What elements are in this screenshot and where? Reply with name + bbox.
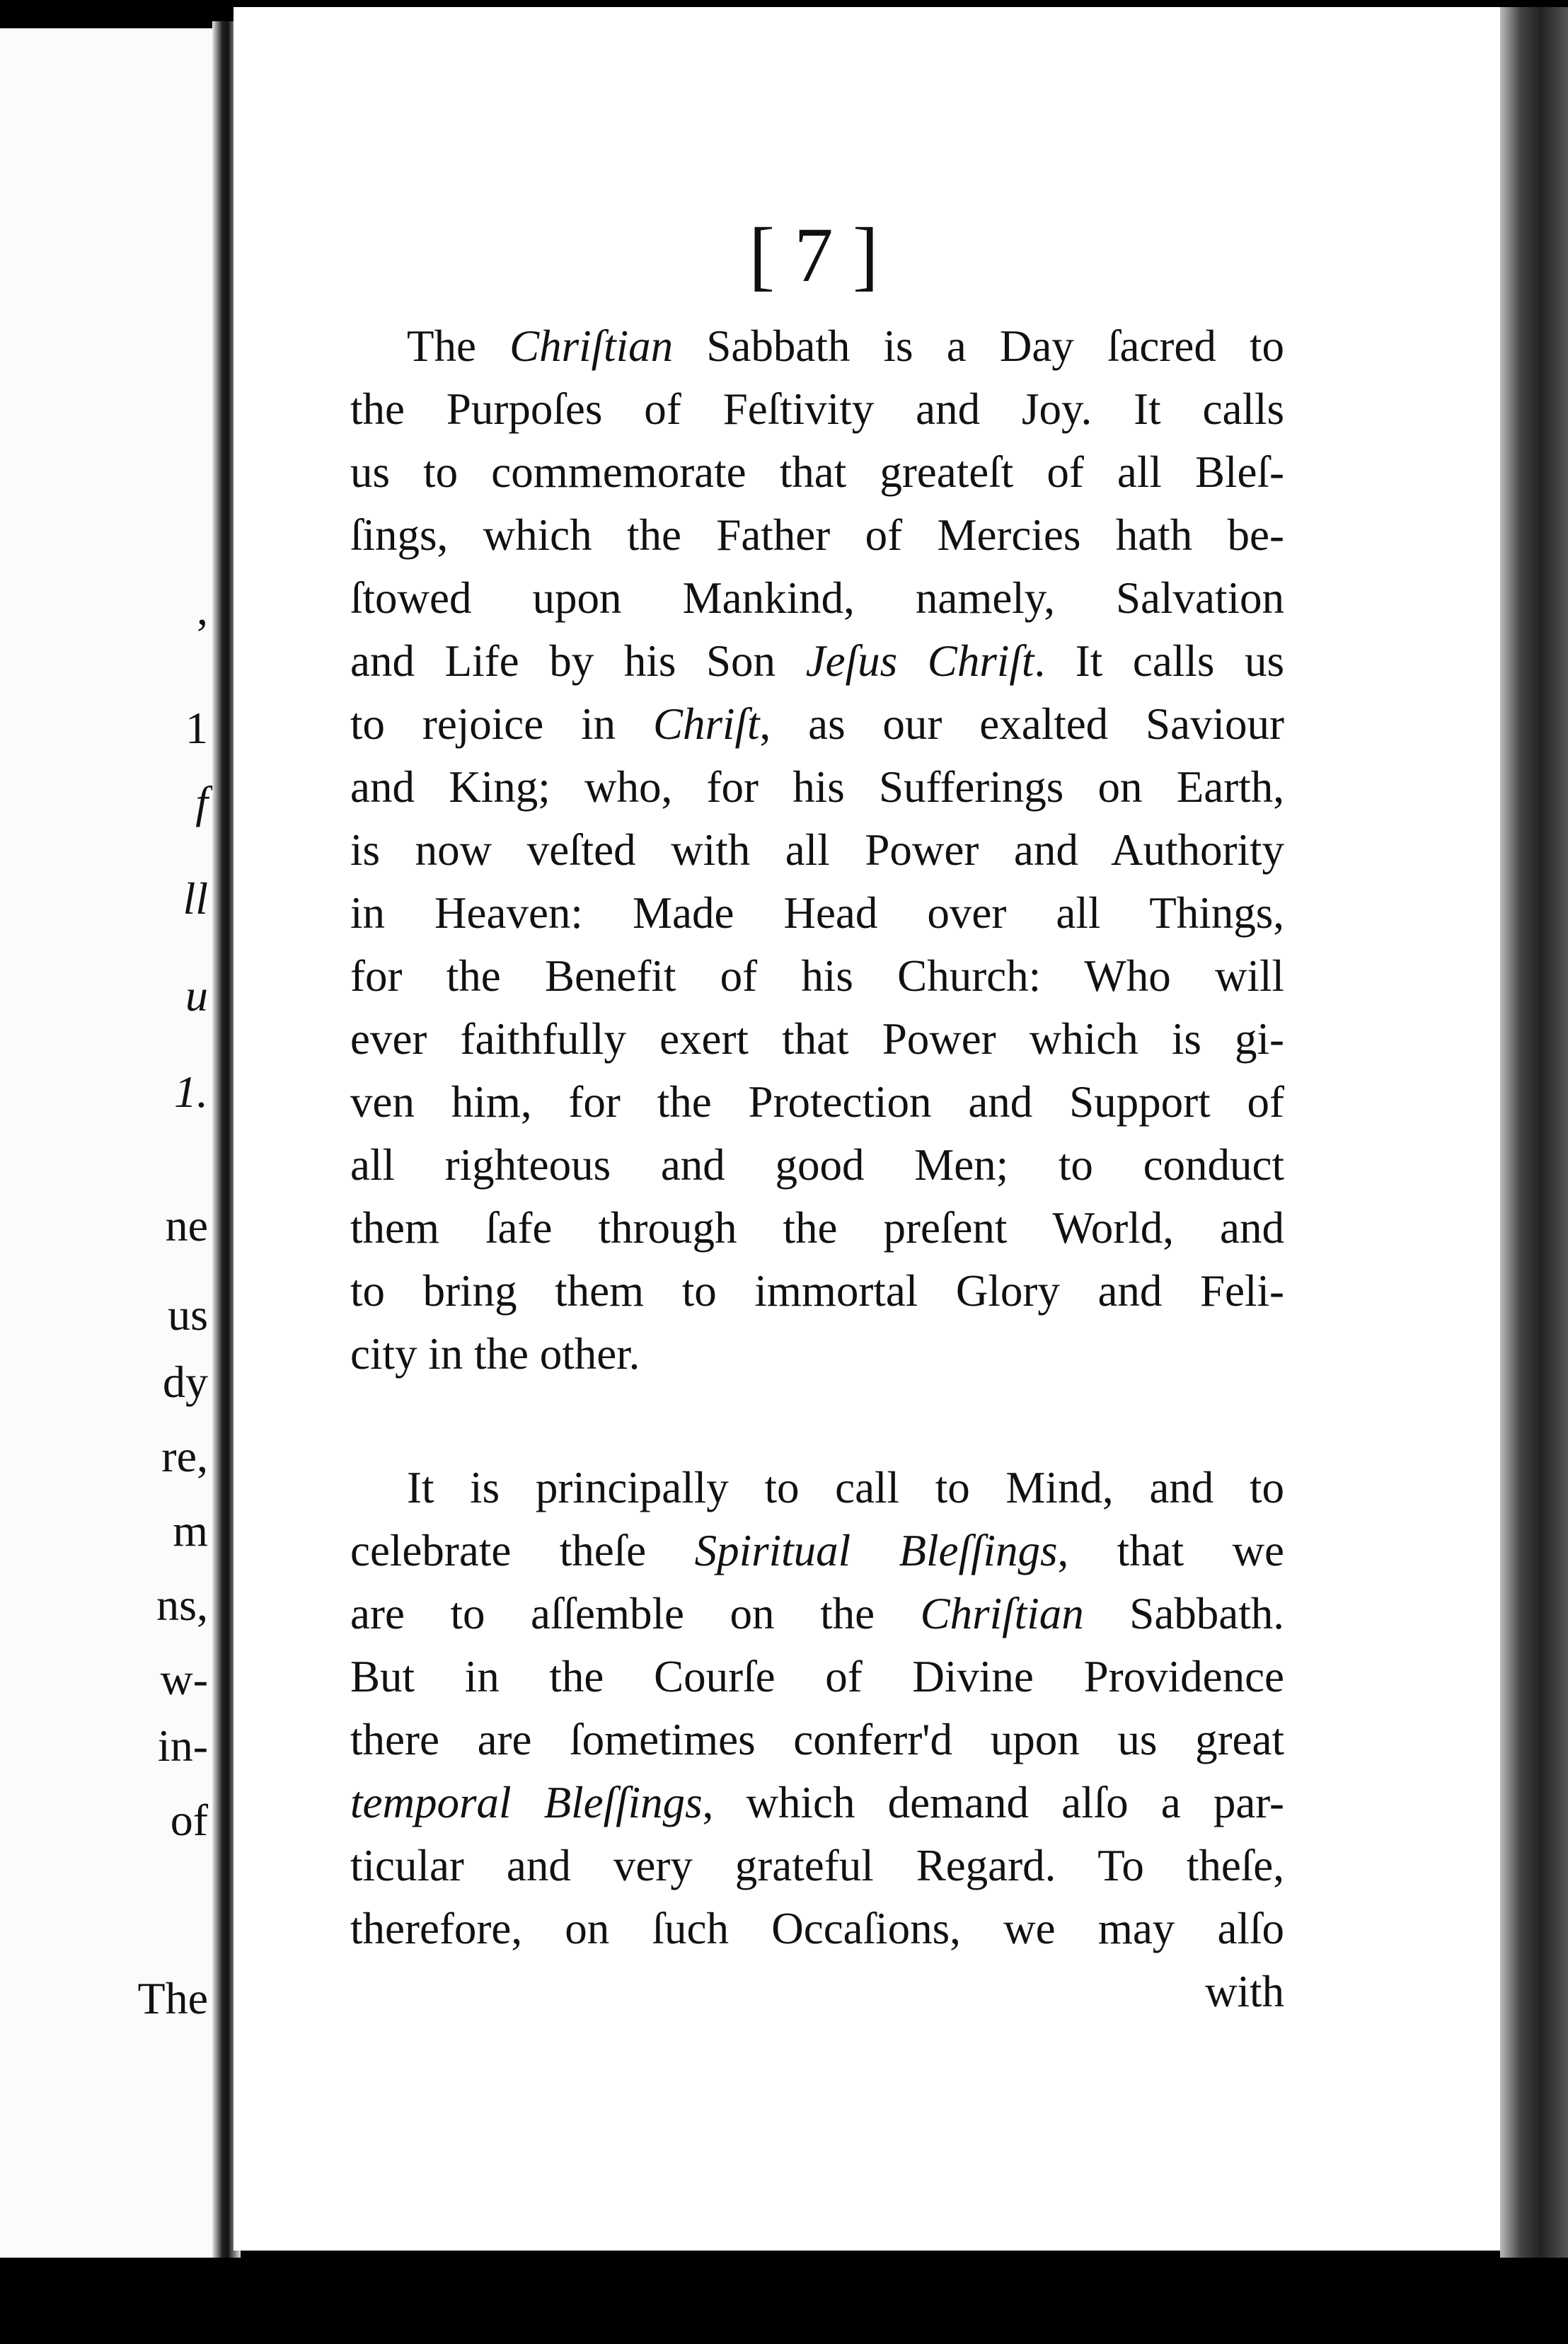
- facing-page-fragment: re,: [161, 1430, 208, 1481]
- text-line: [350, 819, 1284, 882]
- facing-page-fragment: of: [170, 1795, 208, 1845]
- text-segment: ſtowed upon Mankind, namely, Salvation: [350, 573, 1284, 623]
- text-line: [350, 1582, 1284, 1645]
- facing-page-fragment: 1.: [174, 1067, 208, 1117]
- facing-page-fragment: ll: [183, 873, 208, 924]
- text-line: [350, 567, 1284, 630]
- text-line: [350, 441, 1284, 504]
- text-segment: ticular and very grateful Regard. To theſe,: [350, 1841, 1284, 1890]
- page-edge: [1500, 7, 1568, 2307]
- text-line: [350, 1323, 1284, 1386]
- facing-page-fragment: ns,: [156, 1579, 208, 1630]
- text-segment: the Purpoſes of Feſtivity and Joy. It calls: [350, 384, 1284, 434]
- text-segment: therefore, on ſuch Occaſions, we may alſo: [350, 1904, 1284, 1953]
- text-line: [350, 1457, 1284, 1519]
- catchword: with: [1204, 1967, 1284, 2016]
- text-line: [350, 315, 1284, 378]
- text-segment: in Heaven: Made Head over all Things,: [350, 888, 1284, 938]
- text-line: [350, 1771, 1284, 1834]
- facing-page-fragment: ne: [165, 1200, 208, 1251]
- paragraph-gap: [350, 1386, 1284, 1457]
- text-segment: them ſafe through the preſent World, and: [350, 1203, 1284, 1253]
- text-segment: all righteous and good Men; to conduct: [350, 1140, 1284, 1190]
- text-segment: , which demand alſo a par-: [702, 1778, 1284, 1827]
- text-segment: Sabbath.: [1083, 1589, 1284, 1638]
- facing-page-fragment: ,: [197, 583, 208, 634]
- text-segment: is now veſted with all Power and Authority: [350, 825, 1284, 875]
- facing-page-fragment: m: [173, 1505, 208, 1556]
- text-line: [350, 1260, 1284, 1323]
- facing-page-fragment: u: [185, 970, 208, 1021]
- italic-segment: Spiritual Bleſſings: [694, 1526, 1058, 1575]
- text-segment: , that we: [1057, 1526, 1284, 1575]
- text-line: [350, 1519, 1284, 1582]
- facing-page-fragment: us: [168, 1289, 208, 1340]
- facing-page-fragment: dy: [163, 1356, 208, 1407]
- facing-page-fragment: in-: [157, 1720, 208, 1771]
- italic-segment: Chriſtian: [509, 321, 674, 371]
- text-line: [350, 756, 1284, 819]
- text-line: [350, 1897, 1284, 1960]
- text-segment: to rejoice in: [350, 699, 653, 749]
- text-segment: are to aſſemble on the: [350, 1589, 921, 1638]
- text-line: [350, 378, 1284, 441]
- text-segment: ven him, for the Protection and Support of: [350, 1077, 1284, 1127]
- text-segment: and Life by his Son: [350, 636, 806, 686]
- text-segment: It is principally to call to Mind, and to: [407, 1463, 1284, 1512]
- text-segment: , as our exalted Saviour: [759, 699, 1284, 749]
- text-line: [350, 1134, 1284, 1197]
- text-segment: and King; who, for his Sufferings on Earth,: [350, 762, 1284, 812]
- text-line: [350, 945, 1284, 1008]
- page-body: [350, 315, 1284, 2023]
- text-segment: city in the other.: [350, 1329, 640, 1379]
- paragraph: [350, 1457, 1284, 1960]
- text-line: [350, 1008, 1284, 1071]
- text-line: [350, 1071, 1284, 1134]
- text-segment: . It calls us: [1034, 636, 1285, 686]
- text-segment: celebrate theſe: [350, 1526, 695, 1575]
- paragraph: [350, 315, 1284, 1386]
- page-number: [ 7 ]: [749, 212, 879, 298]
- text-segment: us to commemorate that greateſt of all Bleſ-: [350, 447, 1284, 497]
- italic-segment: Jeſus Chriſt: [805, 636, 1034, 686]
- text-line: [350, 1834, 1284, 1897]
- facing-page-fragment: w-: [160, 1653, 208, 1704]
- text-segment: to bring them to immortal Glory and Feli-: [350, 1266, 1284, 1316]
- text-segment: there are ſometimes conferr'd upon us great: [350, 1715, 1284, 1764]
- scan-border: [0, 2258, 1568, 2344]
- text-segment: ever faithfully exert that Power which is gi-: [350, 1014, 1284, 1064]
- text-line: [350, 1645, 1284, 1708]
- italic-segment: temporal Bleſſings: [350, 1778, 703, 1827]
- facing-page-fragment: f: [195, 776, 208, 827]
- text-line: [350, 693, 1284, 756]
- facing-page-fragment: 1: [185, 702, 208, 753]
- text-segment: for the Benefit of his Church: Who will: [350, 951, 1284, 1001]
- text-line: [350, 882, 1284, 945]
- text-segment: ſings, which the Father of Mercies hath be-: [350, 510, 1284, 560]
- facing-page-fragment: The: [137, 1973, 208, 2023]
- italic-segment: Chriſt: [652, 699, 760, 749]
- facing-page-left: [0, 28, 212, 2258]
- italic-segment: Chriſtian: [920, 1589, 1084, 1638]
- text-segment: Sabbath is a Day ſacred to: [673, 321, 1284, 371]
- text-line: [350, 1708, 1284, 1771]
- text-line: [350, 630, 1284, 693]
- text-segment: The: [407, 321, 510, 371]
- text-line: [350, 504, 1284, 567]
- text-segment: But in the Courſe of Divine Providence: [350, 1652, 1284, 1701]
- text-line: [350, 1197, 1284, 1260]
